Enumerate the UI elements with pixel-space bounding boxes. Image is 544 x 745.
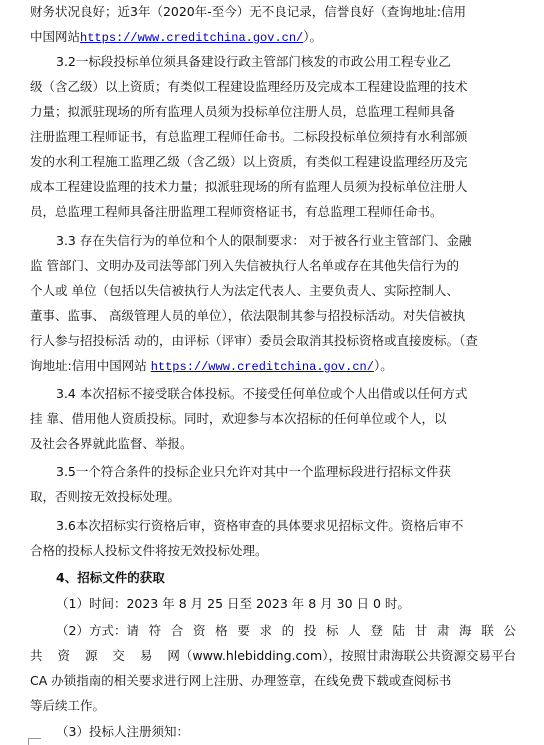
text-fragment: 共 (30, 648, 43, 663)
section-3-6-line: 合格的投标人投标文件将按无效投标处理。 (30, 543, 268, 558)
method-line: 等后续工作。 (30, 698, 106, 713)
section-3-2-line: 注册监理工程师证书，有总监理工程师任命书。二标段投标单位须持有水利部颁 (30, 129, 468, 144)
text-fragment: 中国网站 (30, 29, 81, 44)
text-fragment: 联 (481, 623, 494, 638)
section-3-3-line: 监 管部门、文明办及司法等部门列入失信被执行人名单或存在其他失信行为的 (30, 258, 459, 273)
section-3-4-line: 及社会各界就此监督、举报。 (30, 436, 193, 451)
method-line (30, 648, 516, 664)
section-3-3-line: 3.3 存在失信行为的单位和个人的限制要求： 对于被各行业主管部门、金融 (56, 233, 472, 248)
section-3-2-line: 力量；拟派驻现场的所有监理人员须为投标单位注册人员，总监理工程师具备 (30, 104, 456, 119)
text-fragment: 源 (84, 648, 98, 663)
text-fragment: 标 (326, 623, 339, 638)
text-fragment: 网（www.hlebidding.com），按照甘肃海联公共资源交易平台 (167, 648, 516, 663)
text-fragment: 海 (459, 623, 472, 638)
section-3-4-line: 3.4 本次招标不接受联合体投标。不接受任何单位或个人出借或以任何方式 (56, 386, 468, 401)
section-3-3-line (30, 358, 393, 374)
text-fragment: 甘 (414, 623, 428, 638)
text-line: 财务状况良好；近3年（2020年-至今）无不良记录，信誉良好（查询地址:信用 (30, 4, 466, 19)
text-fragment: 合 (170, 623, 184, 638)
text-fragment: 求 (259, 623, 272, 638)
section-3-2-line: 级（含乙级）以上资质；有类似工程建设监理经历及完成本工程建设监理的技术 (30, 79, 468, 94)
section-3-4-line: 挂 靠、借用他人资质投标。同时，欢迎参与本次招标的任何单位或个人，以 (30, 411, 447, 426)
section-4-heading: 4、招标文件的获取 (56, 570, 165, 585)
section-3-2-line: 成本工程建设监理的技术力量；拟派驻现场的所有监理人员须为投标单位注册人 (30, 179, 468, 194)
text-fragment: （2）方式：请 (56, 623, 139, 638)
text-line (30, 29, 322, 45)
text-fragment: 的 (281, 623, 295, 638)
section-3-5-line: 取，否则按无效投标处理。 (30, 489, 181, 504)
creditchina-link[interactable]: https://www.creditchina.gov.cn/ (150, 360, 374, 374)
text-fragment: 肃 (436, 623, 450, 638)
text-fragment: 交 (112, 648, 125, 663)
text-fragment: ）。 (373, 358, 393, 373)
section-3-2-line: 3.2一标段投标单位须具备建设行政主管部门核发的市政公用工程专业乙 (56, 54, 451, 69)
text-fragment: ）。 (303, 29, 323, 44)
registration-notice-line: （3）投标人注册须知： (56, 724, 189, 739)
text-fragment: 公 (503, 623, 516, 638)
text-fragment: 要 (237, 623, 250, 638)
method-line: CA 办锁指南的相关要求进行网上注册、办理签章，在线免费下载或查阅标书 (30, 673, 452, 688)
text-fragment: 易 (139, 648, 153, 663)
time-line: （1）时间：2023 年 8 月 25 日至 2023 年 8 月 30 日 0 时。 (56, 596, 410, 611)
text-fragment: 投 (303, 623, 317, 638)
section-3-2-line: 发的水利工程施工监理乙级（含乙级）以上资质，有类似工程建设监理经历及完 (30, 154, 468, 169)
text-fragment: 资 (57, 648, 70, 663)
text-fragment: 询地址:信用中国网站 (30, 358, 151, 373)
section-3-3-line: 个人或 单位（包括以失信被执行人为法定代表人、主要负责人、实际控制人、 (30, 283, 459, 298)
text-fragment: 格 (215, 623, 228, 638)
section-3-6-line: 3.6本次招标实行资格后审，资格审查的具体要求见招标文件。资格后审不 (56, 518, 464, 533)
section-3-5-line: 3.5一个符合条件的投标企业只允许对其中一个监理标段进行招标文件获 (56, 464, 451, 479)
text-fragment: 符 (148, 623, 162, 638)
text-fragment: 陆 (392, 623, 406, 638)
method-line (56, 623, 516, 639)
section-3-2-line: 员，总监理工程师具备注册监理工程师资格证书，有总监理工程师任命书。 (30, 204, 443, 219)
section-3-3-line: 行人参与招投标活 动的，由评标（评审）委员会取消其投标资格或直接废标。（查 (30, 333, 478, 348)
section-3-3-line: 董事、监事、 高级管理人员的单位），依法限制其参与招投标活动。对失信被执 (30, 308, 466, 323)
text-fragment: 登 (370, 623, 383, 638)
creditchina-link[interactable]: https://www.creditchina.gov.cn/ (80, 31, 304, 45)
text-fragment: 资 (192, 623, 206, 638)
text-fragment: 人 (348, 623, 361, 638)
